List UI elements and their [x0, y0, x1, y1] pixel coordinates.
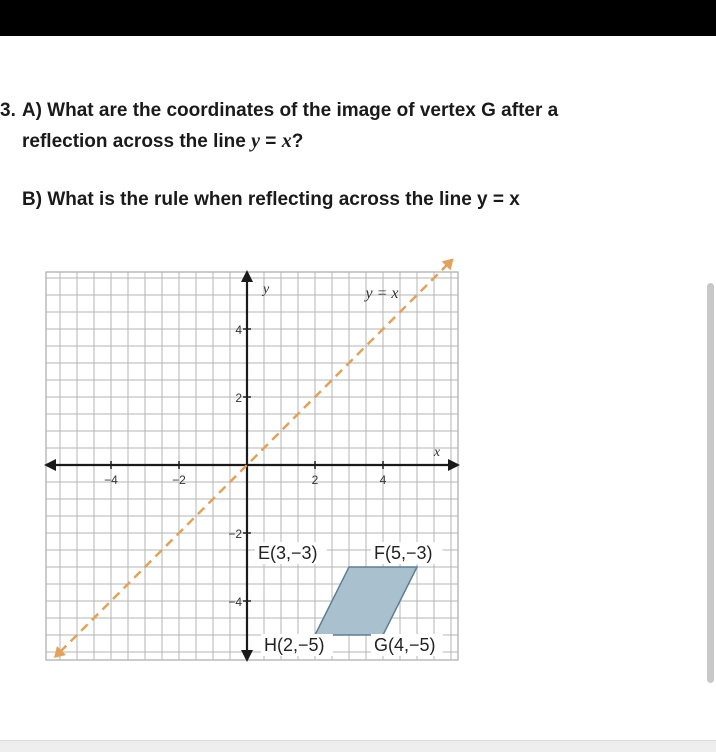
- question-mark: ?: [291, 131, 304, 152]
- question-a-text: A) What are the coordinates of the image of vertex G after a: [21, 100, 559, 121]
- y-axis-name: y: [263, 282, 270, 297]
- equation-equals: =: [260, 131, 282, 152]
- vertex-label-f: F(5,−3): [374, 543, 433, 563]
- vertex-label-e: E(3,−3): [258, 543, 318, 563]
- equation-x: x: [281, 130, 292, 152]
- scrollbar[interactable]: [707, 283, 714, 683]
- y-tick-label: 2: [235, 391, 242, 405]
- y-tick-label: −4: [228, 595, 242, 609]
- equation-y: y: [251, 130, 261, 152]
- y-tick-label: −2: [228, 527, 242, 541]
- x-tick-label: −4: [104, 473, 118, 487]
- vertex-label-g: G(4,−5): [374, 635, 436, 655]
- x-tick-label: 2: [311, 473, 319, 487]
- question-b: B) What is the rule when reflecting across the line y = x: [22, 189, 520, 210]
- x-tick-label: −2: [172, 473, 186, 487]
- question-number: 3.: [0, 100, 16, 121]
- y-tick-label: 4: [235, 323, 242, 337]
- bottom-bar: [0, 740, 716, 752]
- x-tick-label: 4: [379, 473, 387, 487]
- x-axis-name: x: [433, 445, 441, 460]
- y-equals-x-label: y = x: [365, 285, 399, 302]
- question-a-text-2: reflection across the line: [22, 131, 252, 152]
- vertex-label-h: H(2,−5): [264, 635, 325, 655]
